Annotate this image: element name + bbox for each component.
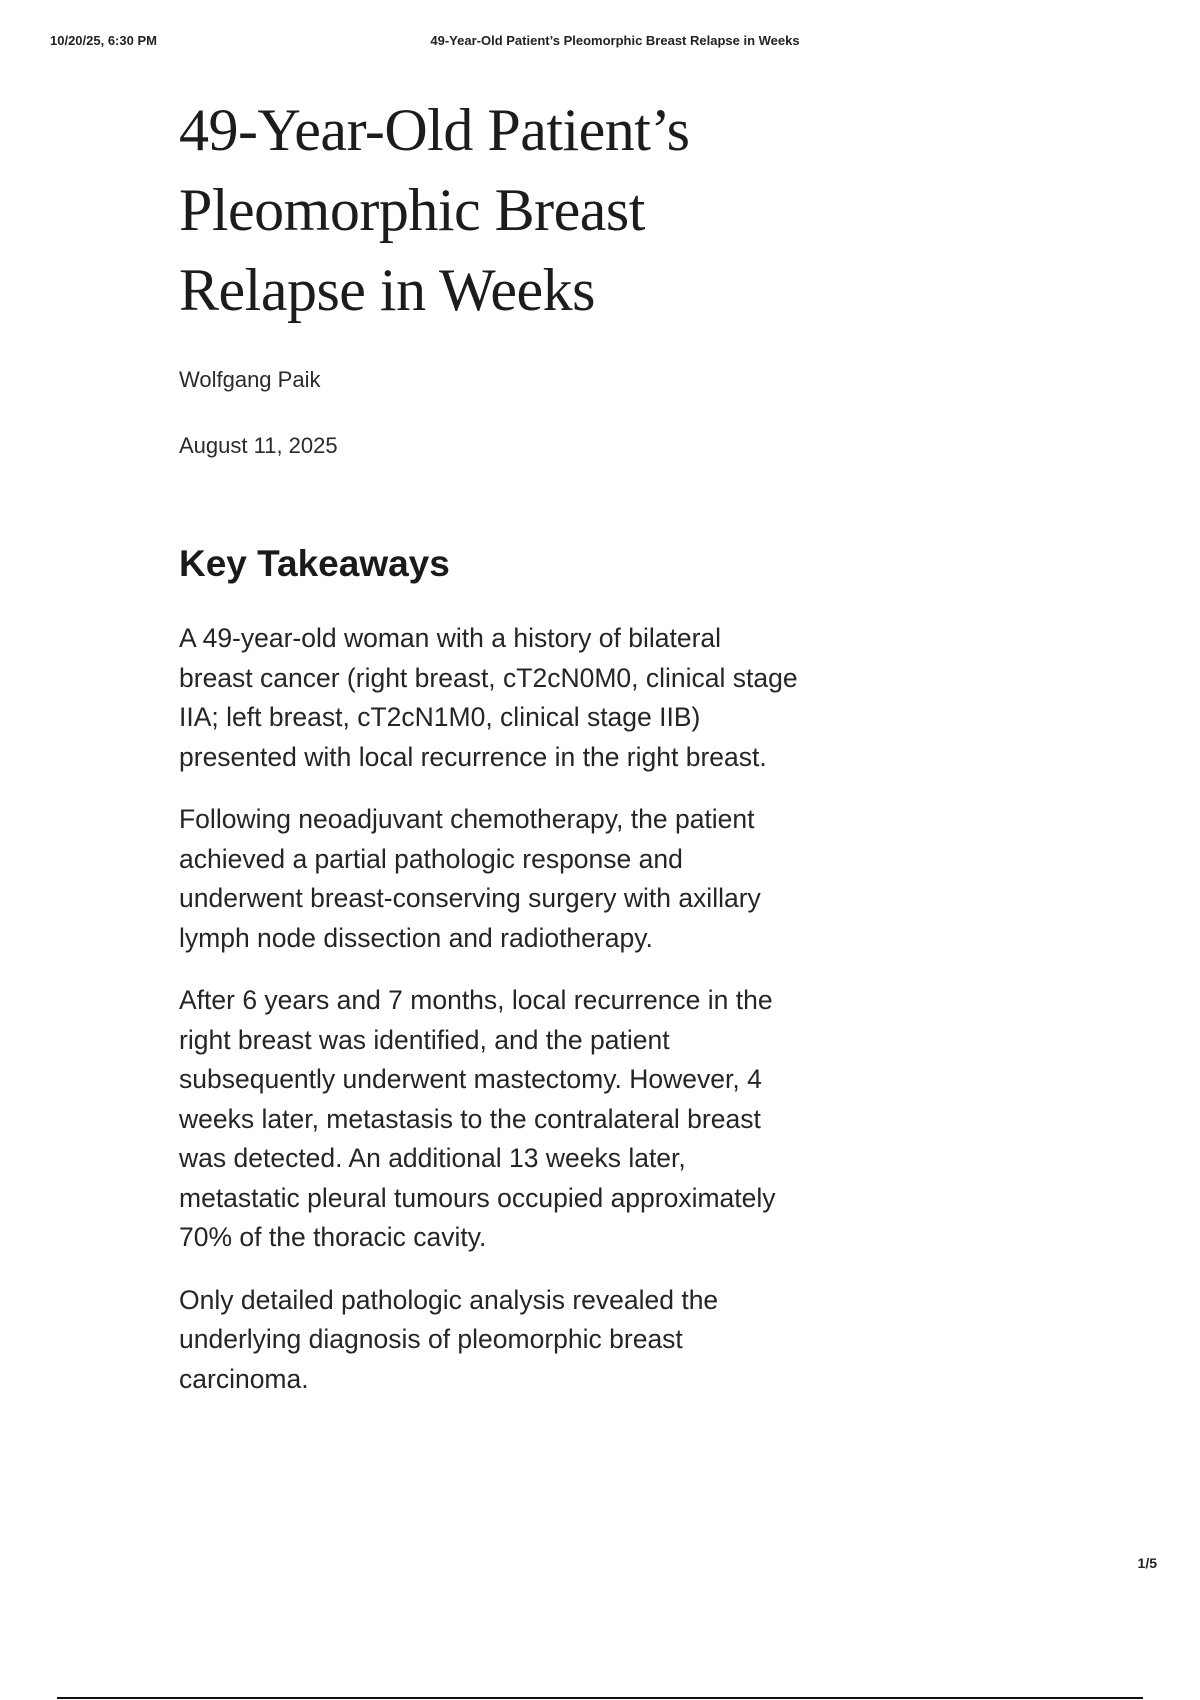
page-divider — [57, 1697, 1143, 1699]
takeaway-paragraph: A 49-year-old woman with a history of bilateral breast cancer (right breast, cT2cN0M0, clinical stage IIA; left breast, cT2cN1M0, clinical stage IIB) presented with local recurrence in the right breast. — [179, 623, 798, 772]
publication-date: August 11, 2025 — [179, 433, 338, 458]
print-datetime: 10/20/25, 6:30 PM — [50, 33, 157, 48]
author-byline: Wolfgang Paik — [179, 367, 321, 392]
takeaway-paragraph: Following neoadjuvant chemotherapy, the patient achieved a partial pathologic response and underwent breast-conserving surgery with axillary lymph node dissection and radiotherapy. — [179, 804, 761, 953]
key-takeaways-heading: Key Takeaways — [179, 543, 450, 584]
takeaway-paragraph: After 6 years and 7 months, local recurrence in the right breast was identified, and the patient subsequently underwent mastectomy. However, 4 weeks later, metastasis to the contralateral breast was detected. An additional 13 weeks later, metastatic pleural tumours occupied approximately 70% of the thoracic cavity. — [179, 985, 776, 1252]
takeaway-paragraph: Only detailed pathologic analysis revealed the underlying diagnosis of pleomorphic breast carcinoma. — [179, 1284, 719, 1394]
print-page-title: 49-Year-Old Patient’s Pleomorphic Breast Relapse in Weeks — [430, 33, 800, 48]
print-header — [50, 33, 1150, 53]
article — [179, 90, 799, 1399]
article-title: 49-Year-Old Patient’s Pleomorphic Breast Relapse in Weeks — [179, 97, 690, 323]
page-number: 1/5 — [1137, 1555, 1157, 1571]
